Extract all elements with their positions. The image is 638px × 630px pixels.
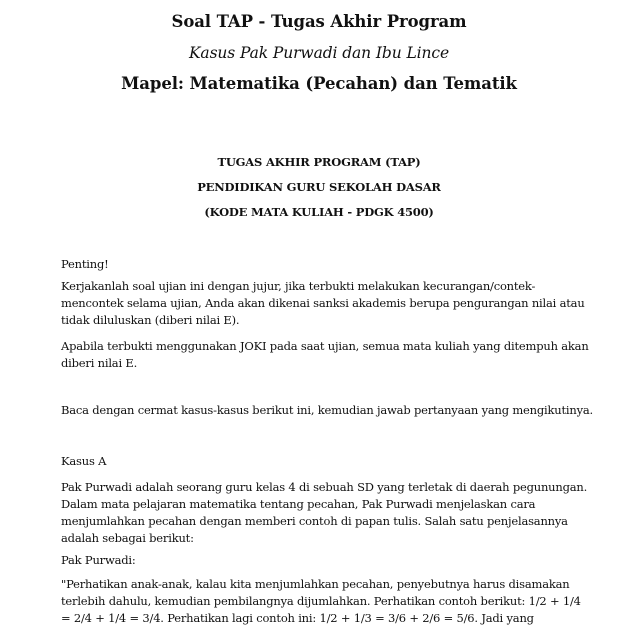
text-line: Pak Purwadi adalah seorang guru kelas 4 di sebuah SD yang terletak di daerah pegunungan. — [61, 480, 588, 494]
text-line: Pak Purwadi: — [61, 553, 136, 567]
text-line: Penting! — [61, 257, 109, 271]
text-line: Kasus A — [61, 454, 107, 468]
text-line: Baca dengan cermat kasus-kasus berikut ini, kemudian jawab pertanyaan yang mengikutinya. — [61, 403, 593, 417]
quote-paragraph — [61, 576, 581, 627]
course-code-heading: (KODE MATA KULIAH - PDGK 4500) — [204, 205, 434, 219]
text-line: terlebih dahulu, kemudian pembilangnya dijumlahkan. Perhatikan contoh berikut: 1/2 + 1/4 — [61, 594, 581, 608]
subject-heading: Mapel: Matematika (Pecahan) dan Tematik — [121, 74, 517, 93]
text-line: Apabila terbukti menggunakan JOKI pada saat ujian, semua mata kuliah yang ditempuh akan — [61, 339, 589, 353]
document-subtitle: Kasus Pak Purwadi dan Ibu Lince — [188, 44, 450, 62]
text-line: mencontek selama ujian, Anda akan dikenai sanksi akademis berupa pengurangan nilai atau — [61, 296, 585, 310]
penting-label — [61, 256, 581, 273]
document-title: Soal TAP - Tugas Akhir Program — [171, 12, 467, 31]
text-line: tidak diluluskan (diberi nilai E). — [61, 313, 240, 327]
text-line: = 2/4 + 1/4 = 3/4. Perhatikan lagi contoh ini: 1/2 + 1/3 = 3/6 + 2/6 = 5/6. Jadi yang — [61, 611, 534, 625]
text-line: Dalam mata pelajaran matematika tentang pecahan, Pak Purwadi menjelaskan cara — [61, 497, 536, 511]
text-line: Kerjakanlah soal ujian ini dengan jujur, jika terbukti melakukan kecurangan/contek- — [61, 279, 536, 293]
speaker-label — [61, 552, 581, 569]
department-heading: PENDIDIKAN GURU SEKOLAH DASAR — [197, 180, 441, 194]
warning-paragraph-2 — [61, 338, 589, 372]
warning-paragraph-1 — [61, 278, 585, 329]
text-line: diberi nilai E. — [61, 356, 138, 370]
kasus-a-paragraph — [61, 479, 588, 547]
text-line: menjumlahkan pecahan dengan memberi contoh di papan tulis. Salah satu penjelasannya — [61, 514, 568, 528]
kasus-a-label — [61, 453, 581, 470]
instruction-paragraph — [61, 402, 593, 419]
text-line: adalah sebagai berikut: — [61, 531, 194, 545]
program-heading: TUGAS AKHIR PROGRAM (TAP) — [217, 155, 421, 169]
text-line: "Perhatikan anak-anak, kalau kita menjumlahkan pecahan, penyebutnya harus disamakan — [61, 577, 570, 591]
